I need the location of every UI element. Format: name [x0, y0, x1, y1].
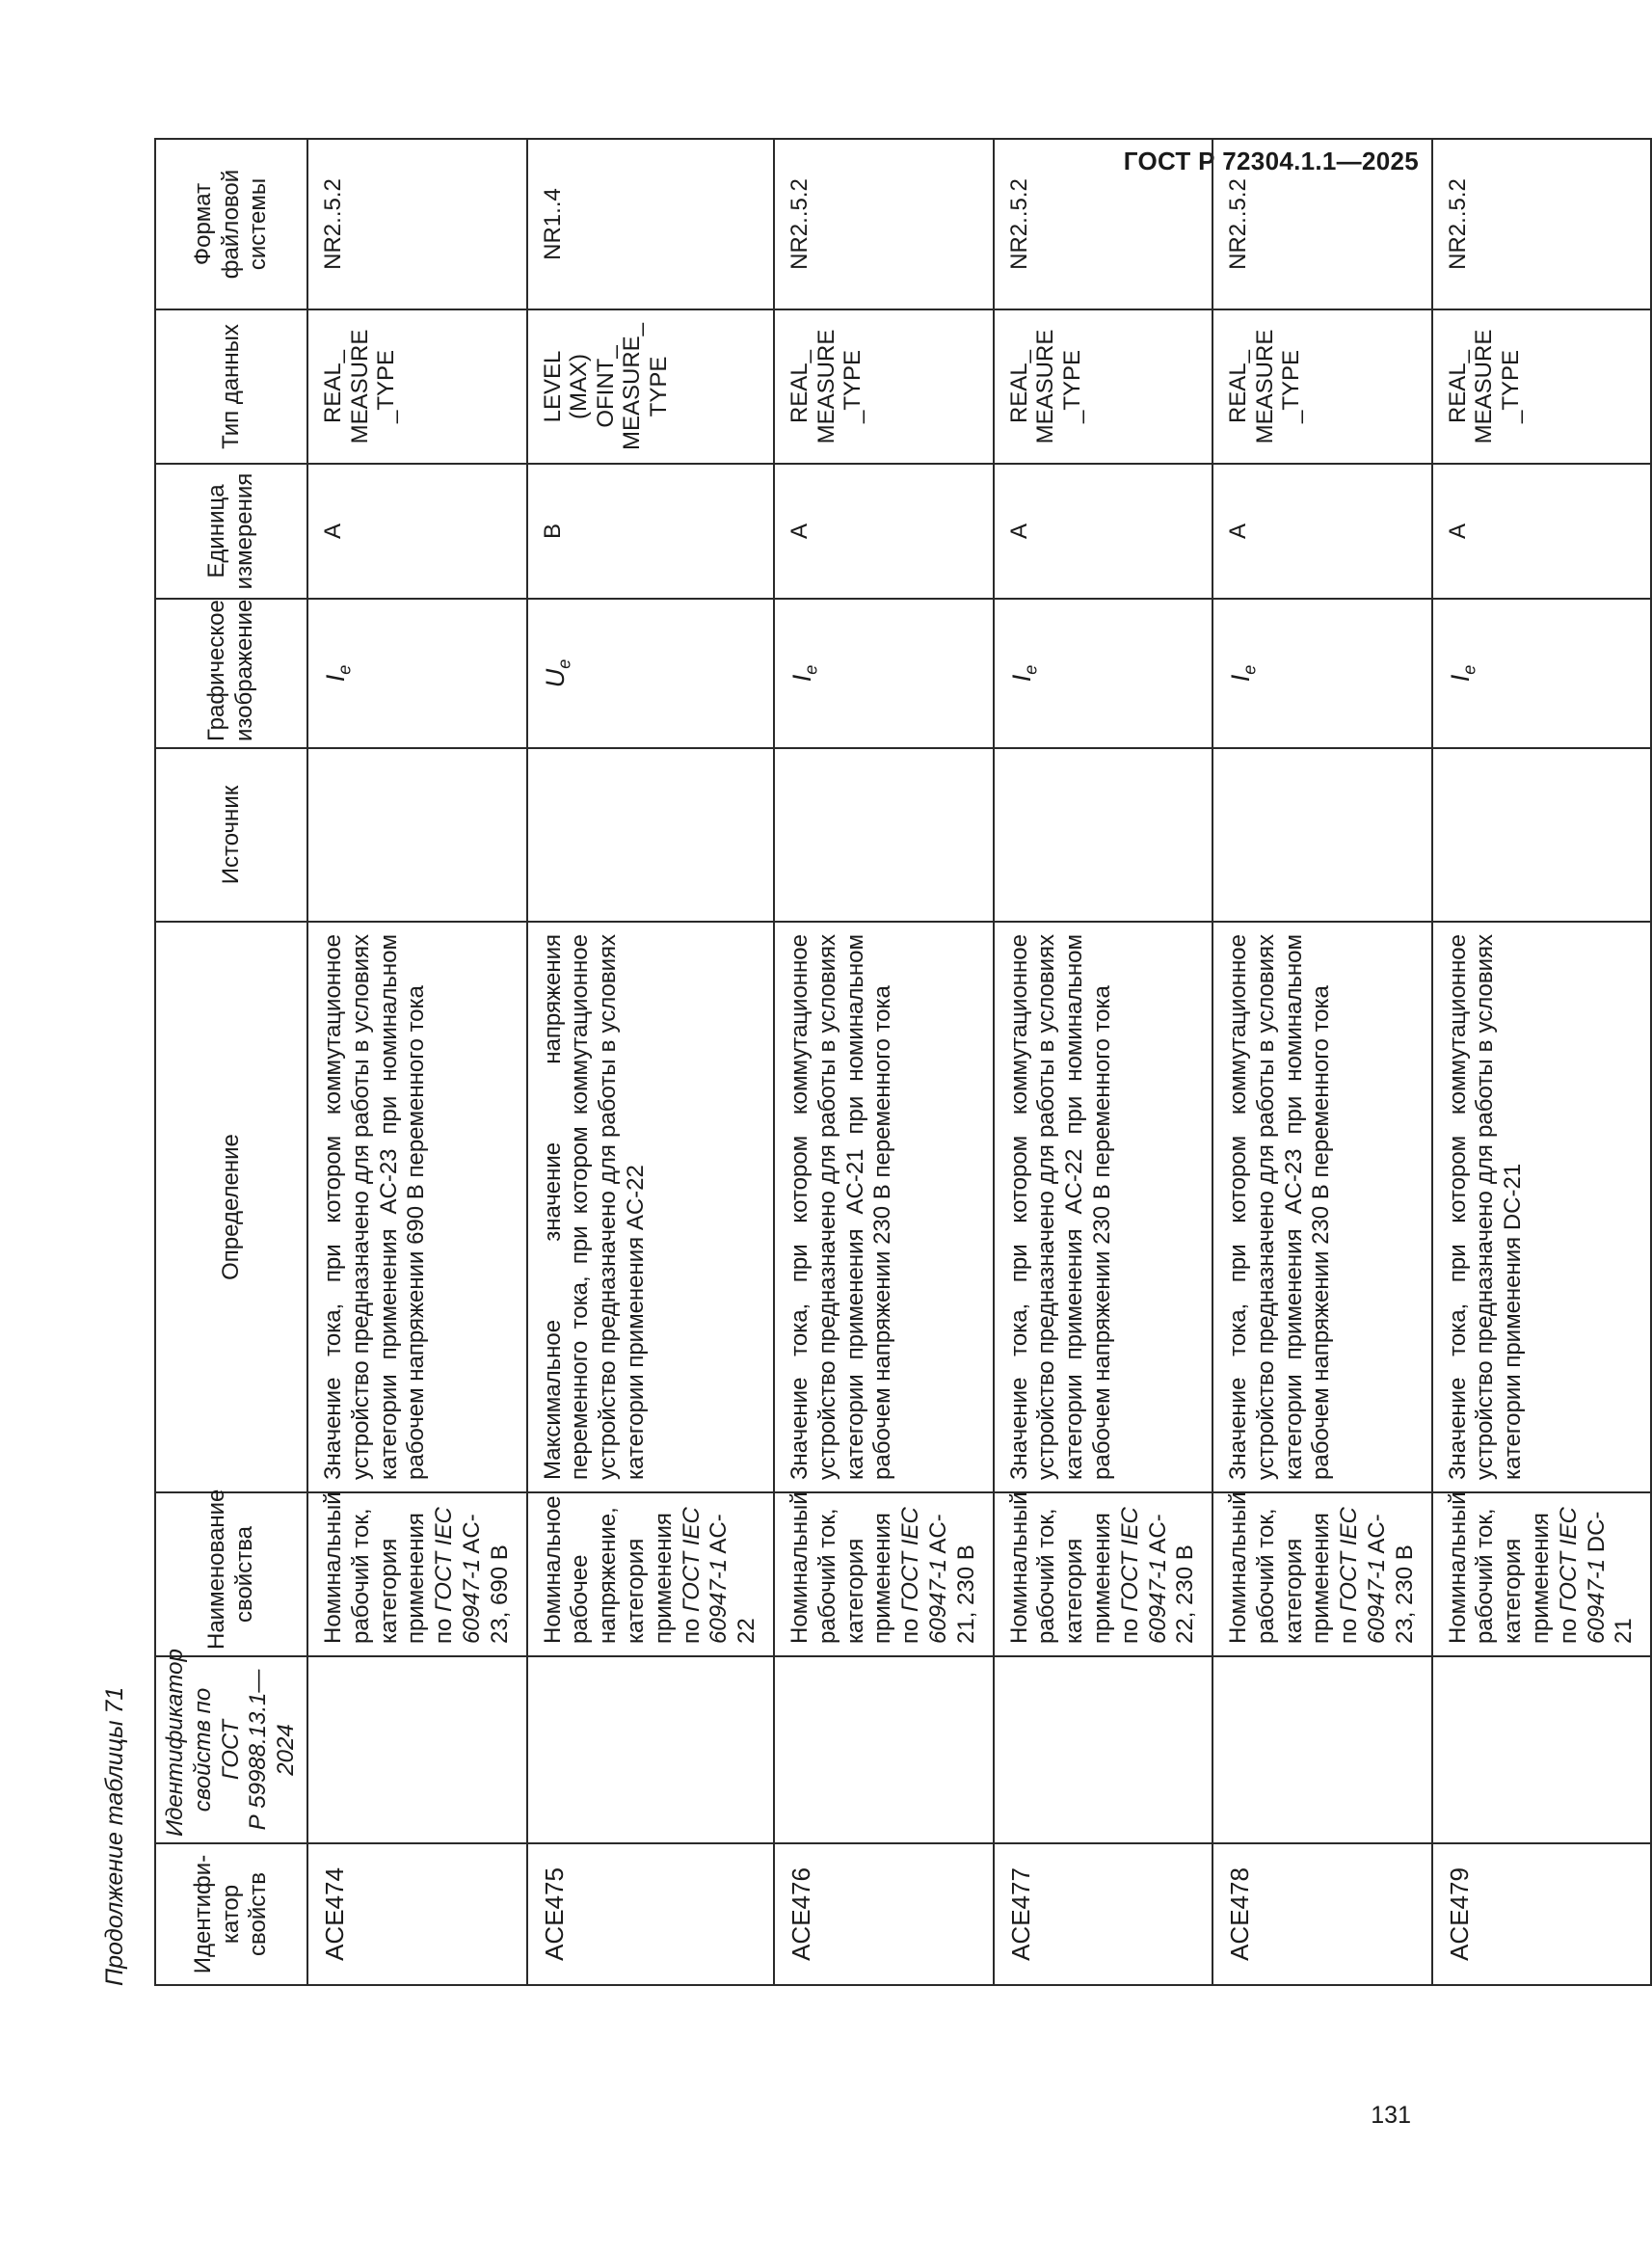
unit-cell: A: [1432, 464, 1652, 599]
col-header-data-type: Тип данных: [155, 309, 307, 464]
table-row: [307, 139, 527, 1985]
symbol-subscript: e: [1239, 664, 1260, 675]
definition-cell: Значение тока, при котором коммутационное устройство предназначено для работы в условиях категории применения AC-23 при номинальном рабочем напряжении 230 В переменного тока: [1212, 922, 1432, 1492]
definition-cell: Значение тока, при котором коммутационное устройство предназначено для работы в условиях категории применения DC-21: [1432, 922, 1652, 1492]
property-name-suffix: AC-21, 230 В: [924, 1514, 979, 1644]
symbol-letter: U: [540, 668, 570, 688]
format-cell: NR2..5.2: [774, 139, 994, 309]
page-number: 131: [1371, 2102, 1411, 2129]
property-name-cell: [1212, 1492, 1432, 1656]
col-header-format: Формат файловой системы: [155, 139, 307, 309]
symbol-subscript: e: [334, 664, 355, 675]
data-type-cell: REAL_ MEASURE _TYPE: [1212, 309, 1432, 464]
source-cell: [994, 748, 1213, 922]
unit-cell: A: [994, 464, 1213, 599]
table-row: [994, 139, 1213, 1985]
data-type-cell: REAL_ MEASURE _TYPE: [307, 309, 527, 464]
property-name-text: Номинальный рабочий ток, категория применения по: [786, 1491, 924, 1644]
standard-reference: ГОСТ IEC 60947-1: [1116, 1507, 1171, 1644]
symbol-letter: I: [786, 674, 816, 683]
gost-id-cell: [1212, 1656, 1432, 1843]
source-cell: [1432, 748, 1652, 922]
symbol-cell: [1432, 599, 1652, 748]
col-header-definition: Определение: [155, 922, 307, 1492]
source-cell: [527, 748, 774, 922]
property-name-text: Номинальный рабочий ток, категория применения по: [1444, 1491, 1582, 1644]
symbol-letter: I: [1006, 674, 1036, 683]
symbol-glyph: [786, 664, 821, 683]
property-id-cell: ACE478: [1212, 1843, 1432, 1985]
property-name-text: Номинальный рабочий ток, категория применения по: [1005, 1491, 1143, 1644]
symbol-glyph: [540, 658, 573, 688]
definition-cell: Максимальное значение напряжения переменного тока, при котором коммутационное устройство предназначено для работы в условиях категории применения AC-22: [527, 922, 774, 1492]
unit-cell: A: [1212, 464, 1432, 599]
standard-reference: ГОСТ IEC 60947-1: [1336, 1507, 1391, 1644]
table-header-row: [155, 139, 307, 1985]
unit-cell: A: [774, 464, 994, 599]
source-cell: [1212, 748, 1432, 922]
gost-id-cell: [307, 1656, 527, 1843]
standard-reference: ГОСТ IEC 60947-1: [897, 1507, 951, 1644]
col-header-gost-id: Идентификатор свойств по ГОСТ Р 59988.13.1— 2024: [155, 1656, 307, 1843]
source-cell: [774, 748, 994, 922]
symbol-glyph: [1226, 664, 1260, 683]
definition-cell: Значение тока, при котором коммутационное устройство предназначено для работы в условиях категории применения AC-22 при номинальном рабочем напряжении 230 В переменного тока: [994, 922, 1213, 1492]
symbol-glyph: [1006, 664, 1040, 683]
property-name-cell: [774, 1492, 994, 1656]
symbol-cell: [527, 599, 774, 748]
standard-designation: ГОСТ Р 72304.1.1—2025: [1123, 147, 1419, 175]
property-id-cell: ACE474: [307, 1843, 527, 1985]
unit-cell: A: [307, 464, 527, 599]
symbol-subscript: e: [801, 664, 821, 675]
symbol-glyph: [320, 664, 355, 683]
definition-cell: Значение тока, при котором коммутационное устройство предназначено для работы в условиях категории применения AC-23 при номинальном рабочем напряжении 690 В переменного тока: [307, 922, 527, 1492]
symbol-letter: I: [1445, 674, 1475, 683]
standard-reference: ГОСТ IEC 60947-1: [1555, 1507, 1610, 1644]
table-row: [1432, 139, 1652, 1985]
table-row: [1212, 139, 1432, 1985]
standard-reference: ГОСТ IEC 60947-1: [678, 1507, 733, 1644]
property-id-cell: ACE476: [774, 1843, 994, 1985]
col-header-id: Идентифи- катор свойств: [155, 1843, 307, 1985]
property-name-cell: [1432, 1492, 1652, 1656]
format-cell: NR2..5.2: [1432, 139, 1652, 309]
table-caption: Продолжение таблицы 71: [101, 1686, 128, 1986]
data-type-cell: LEVEL (MAX) OFINT_ MEASURE_ TYPE: [527, 309, 774, 464]
data-type-cell: REAL_ MEASURE _TYPE: [774, 309, 994, 464]
source-cell: [307, 748, 527, 922]
format-cell: NR2..5.2: [994, 139, 1213, 309]
symbol-cell: [307, 599, 527, 748]
gost-id-cell: [1432, 1656, 1652, 1843]
col-header-symbol: Графическое изображение: [155, 599, 307, 748]
property-name-suffix: AC-23, 230 В: [1364, 1514, 1418, 1644]
format-cell: NR2..5.2: [1212, 139, 1432, 309]
symbol-subscript: e: [1459, 664, 1479, 675]
symbol-letter: I: [1226, 674, 1256, 683]
col-header-unit: Единица измерения: [155, 464, 307, 599]
gost-id-cell: [527, 1656, 774, 1843]
data-type-cell: REAL_ MEASURE _TYPE: [994, 309, 1213, 464]
table-row: [527, 139, 774, 1985]
format-cell: NR1..4: [527, 139, 774, 309]
property-name-suffix: AC-22, 230 В: [1144, 1514, 1199, 1644]
rotated-table-area: [101, 140, 1638, 1986]
property-name-cell: [527, 1492, 774, 1656]
format-cell: NR2..5.2: [307, 139, 527, 309]
property-name-text: Номинальное рабочее напряжение, категория применения по: [539, 1495, 705, 1644]
symbol-cell: [1212, 599, 1432, 748]
table-row: [774, 139, 994, 1985]
col-header-name: Наименование свойства: [155, 1492, 307, 1656]
properties-table: [154, 138, 1652, 1986]
symbol-cell: [774, 599, 994, 748]
symbol-subscript: e: [553, 658, 573, 669]
property-name-text: Номинальный рабочий ток, категория применения по: [319, 1491, 458, 1644]
table-body: [307, 139, 1651, 1985]
property-name-suffix: DC-21: [1583, 1511, 1638, 1644]
symbol-letter: I: [320, 674, 350, 683]
property-name-suffix: AC-23, 690 В: [458, 1514, 513, 1644]
property-name-suffix: AC-22: [706, 1514, 760, 1644]
definition-cell: Значение тока, при котором коммутационное устройство предназначено для работы в условиях категории применения AC-21 при номинальном рабочем напряжении 230 В переменного тока: [774, 922, 994, 1492]
gost-id-cell: [774, 1656, 994, 1843]
standard-reference: ГОСТ IEC 60947-1: [431, 1507, 485, 1644]
symbol-cell: [994, 599, 1213, 748]
property-id-cell: ACE477: [994, 1843, 1213, 1985]
symbol-glyph: [1445, 664, 1479, 683]
unit-cell: B: [527, 464, 774, 599]
property-name-cell: [307, 1492, 527, 1656]
data-type-cell: REAL_ MEASURE _TYPE: [1432, 309, 1652, 464]
col-header-source: Источник: [155, 748, 307, 922]
symbol-subscript: e: [1020, 664, 1040, 675]
property-id-cell: ACE479: [1432, 1843, 1652, 1985]
gost-id-cell: [994, 1656, 1213, 1843]
property-id-cell: ACE475: [527, 1843, 774, 1985]
property-name-cell: [994, 1492, 1213, 1656]
property-name-text: Номинальный рабочий ток, категория применения по: [1225, 1491, 1363, 1644]
